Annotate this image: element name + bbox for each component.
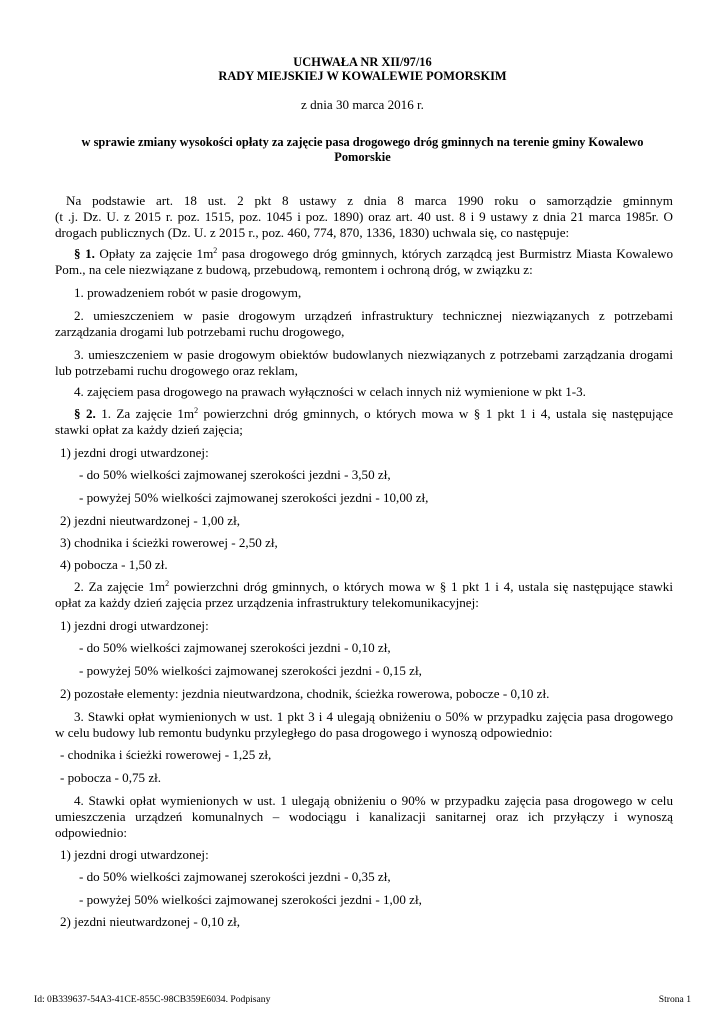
par2-ust2-text-a: 2. Za zajęcie 1m [74,579,166,594]
par2-ust4-line-1: 4. Stawki opłat wymienionych w ust. 1 ulegają obniżeniu o 90% w przypadku zajęcia pasa drogowego w celu [74,793,673,808]
rate2-road-paved-up50: - do 50% wielkości zajmowanej szerokości jezdni - 0,10 zł, [79,640,391,655]
par1-item-1: 1. prowadzeniem robót w pasie drogowym, [74,285,302,300]
par2-ust4-line-2: umieszczenia urządzeń komunalnych – wodociągu i kanalizacji sanitarnej oraz ich przyłączy i wynoszą [55,809,673,824]
par2-ust3-line-1: 3. Stawki opłat wymienionych w ust. 1 pkt 3 i 4 ulegają obniżeniu o 50% w przypadku zajęcia pasa drogowego [74,709,673,724]
rate1-road-paved: 1) jezdni drogi utwardzonej: [60,445,209,460]
par2-ust2-sup: 2 [165,579,170,588]
rate2-road-paved: 1) jezdni drogi utwardzonej: [60,618,209,633]
par2-ust2-line-2: opłat za każdy dzień zajęcia przez urządzenia infrastruktury telekomunikacyjnej: [55,595,479,610]
par1-line-1 [74,246,673,262]
council-name: RADY MIEJSKIEJ W KOWALEWIE POMORSKIM [218,69,507,83]
par2-ust2-text-b: powierzchni dróg gminnych, o których mowa w § 1 pkt 1 i 4, ustala się następujące stawki [169,579,673,594]
rate1-road-paved-over50: - powyżej 50% wielkości zajmowanej szerokości jezdni - 10,00 zł, [79,490,429,505]
par2-ust3-line-2: w celu budowy lub remontu budynku przyległego do pasa drogowego i wynoszą odpowiednio: [55,725,553,740]
page-number: Strona 1 [658,994,691,1005]
par2-line-1 [74,406,673,422]
preamble-line-1: Na podstawie art. 18 ust. 2 pkt 8 ustawy z dnia 8 marca 1990 roku o samorządzie gminnym [66,193,673,208]
par1-item-4: 4. zajęciem pasa drogowego na prawach wyłączności w celach innych niż wymienione w pkt 1-3. [74,384,586,399]
rate1-road-unpaved: 2) jezdni nieutwardzonej - 1,00 zł, [60,513,240,528]
rate2-other-elements: 2) pozostałe elementy: jezdnia nieutwardzona, chodnik, ścieżka rowerowa, pobocze - 0,10 zł. [60,686,550,701]
rate3-sidewalk: - chodnika i ścieżki rowerowej - 1,25 zł, [60,747,272,762]
document-id: Id: 0B339637-54A3-41CE-855C-98CB359E6034. Podpisany [34,994,271,1005]
rate3-shoulder: - pobocza - 0,75 zł. [60,770,162,785]
preamble-line-2: (t .j. Dz. U. z 2015 r. poz. 1515, poz. 1045 i poz. 1890) oraz art. 40 ust. 8 i 9 ustawy z dnia 21 marca 1985r. O [55,209,673,224]
par1-item-2-line-1: 2. umieszczeniem w pasie drogowym urządzeń infrastruktury technicznej niezwiązanych z potrzebami [74,308,673,323]
par1-sup: 2 [213,246,218,255]
par2-ust2-line-1 [74,579,673,595]
preamble-line-3: drogach publicznych (Dz. U. z 2015 r., poz. 460, 774, 870, 1336, 1830) uchwala się, co następuje: [55,225,570,240]
rate4-road-paved-over50: - powyżej 50% wielkości zajmowanej szerokości jezdni - 1,00 zł, [79,892,422,907]
rate1-sidewalk: 3) chodnika i ścieżki rowerowej - 2,50 zł, [60,535,278,550]
par1-line-2: Pom., na cele niezwiązane z budową, przebudową, remontem i ochroną dróg, w związku z: [55,262,533,277]
resolution-number: UCHWAŁA NR XII/97/16 [293,55,432,69]
par2-text-b: powierzchni dróg gminnych, o których mowa w § 1 pkt 1 i 4, ustala się następujące [198,406,674,421]
rate4-road-paved: 1) jezdni drogi utwardzonej: [60,847,209,862]
subject-line-1: w sprawie zmiany wysokości opłaty za zajęcie pasa drogowego dróg gminnych na terenie gminy Kowalewo [81,135,644,149]
par1-item-2-line-2: zarządzania drogami lub potrzebami ruchu drogowego, [55,324,345,339]
par1-item-3-line-1: 3. umieszczeniem w pasie drogowym obiektów budowlanych niezwiązanych z potrzebami zarządzania drogami [74,347,673,362]
par1-text-a: Opłaty za zajęcie 1m [94,246,214,261]
rate4-road-unpaved: 2) jezdni nieutwardzonej - 0,10 zł, [60,914,240,929]
rate1-shoulder: 4) pobocza - 1,50 zł. [60,557,168,572]
rate1-road-paved-up50: - do 50% wielkości zajmowanej szerokości jezdni - 3,50 zł, [79,467,391,482]
subject-line-2: Pomorskie [334,150,391,164]
par2-text-a: 1. Za zajęcie 1m [95,406,195,421]
par2-sup: 2 [194,406,199,415]
par2-ust4-line-3: odpowiednio: [55,825,128,840]
par1-text-b: pasa drogowego dróg gminnych, których zarządcą jest Burmistrz Miasta Kowalewo [217,246,673,261]
resolution-date: z dnia 30 marca 2016 r. [301,97,424,112]
par2-line-2: stawki opłat za każdy dzień zajęcia; [55,422,243,437]
par1-item-3-line-2: lub potrzebami ruchu drogowego oraz reklam, [55,363,298,378]
rate4-road-paved-up50: - do 50% wielkości zajmowanej szerokości jezdni - 0,35 zł, [79,869,391,884]
par2-mark: § 2. [74,406,96,421]
rate2-road-paved-over50: - powyżej 50% wielkości zajmowanej szerokości jezdni - 0,15 zł, [79,663,422,678]
par1-mark: § 1. [74,246,95,261]
